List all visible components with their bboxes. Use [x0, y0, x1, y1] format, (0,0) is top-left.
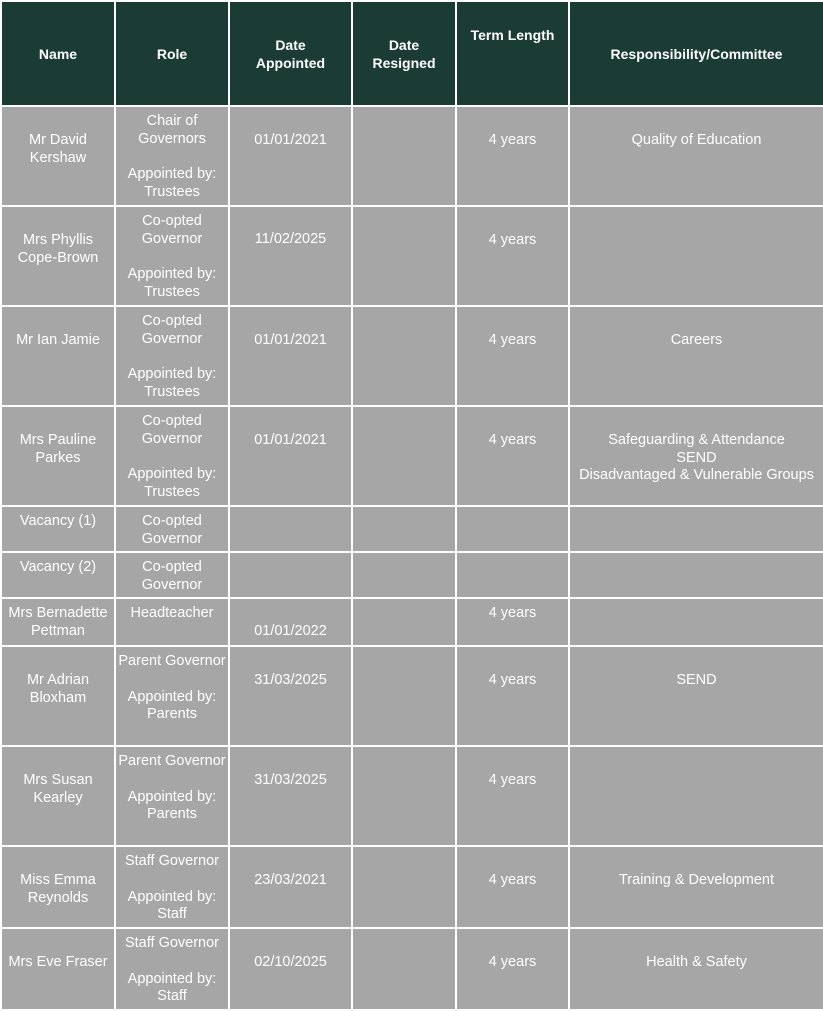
cell-term-length: 4 years	[457, 847, 568, 927]
cell-term-length: 4 years	[457, 207, 568, 305]
appointed-by: Appointed by: Parents	[127, 788, 217, 822]
cell-term-length: 4 years	[457, 407, 568, 505]
cell-role	[116, 553, 228, 597]
role-title: Chair of Governors	[138, 113, 206, 147]
cell-term-length: 4 years	[457, 599, 568, 645]
table-row	[2, 929, 823, 1009]
appointed-by: Appointed by: Trustees	[127, 166, 217, 200]
cell-name: Mrs Phyllis Cope-Brown	[2, 207, 114, 305]
header-term-length: Term Length	[457, 2, 568, 105]
role-title: Co-opted Governor	[141, 313, 203, 347]
cell-date-appointed: 01/01/2021	[230, 307, 351, 405]
header-responsibility: Responsibility/Committee	[570, 2, 823, 105]
role-title: Co-opted Governor	[141, 213, 203, 247]
cell-term-length	[457, 507, 568, 551]
table-row	[2, 847, 823, 927]
cell-date-resigned	[353, 553, 455, 597]
cell-term-length: 4 years	[457, 647, 568, 745]
responsibility-item: Safeguarding & Attendance	[608, 432, 785, 448]
header-name: Name	[2, 2, 114, 105]
header-date-resigned-label: Date Resigned	[372, 36, 436, 71]
cell-date-appointed: 31/03/2025	[230, 647, 351, 745]
role-title: Staff Governor	[124, 853, 220, 869]
cell-responsibility	[570, 599, 823, 645]
cell-date-appointed	[230, 507, 351, 551]
header-date-appointed	[230, 2, 351, 105]
cell-date-appointed: 23/03/2021	[230, 847, 351, 927]
table-header-row	[2, 2, 823, 105]
cell-date-resigned	[353, 847, 455, 927]
cell-name: Mrs Susan Kearley	[2, 747, 114, 845]
cell-responsibility	[570, 647, 823, 745]
appointed-by: Appointed by: Staff	[127, 970, 217, 1004]
cell-name: Vacancy (1)	[2, 507, 114, 551]
table-row	[2, 107, 823, 205]
cell-responsibility	[570, 207, 823, 305]
cell-date-resigned	[353, 407, 455, 505]
table-row	[2, 207, 823, 305]
cell-name: Mr Ian Jamie	[2, 307, 114, 405]
cell-date-appointed: 01/01/2022	[230, 599, 351, 645]
cell-role	[116, 599, 228, 645]
cell-name: Mrs Bernadette Pettman	[2, 599, 114, 645]
responsibility-item: SEND	[676, 672, 717, 688]
cell-term-length: 4 years	[457, 747, 568, 845]
appointed-by: Appointed by: Staff	[127, 888, 217, 922]
appointed-by: Appointed by: Parents	[127, 688, 217, 722]
cell-responsibility	[570, 847, 823, 927]
cell-date-appointed: 01/01/2021	[230, 407, 351, 505]
table-row	[2, 307, 823, 405]
cell-role	[116, 507, 228, 551]
table-row	[2, 407, 823, 505]
role-title: Staff Governor	[124, 935, 220, 951]
cell-role	[116, 747, 228, 845]
cell-responsibility	[570, 307, 823, 405]
cell-role	[116, 107, 228, 205]
appointed-by: Appointed by: Trustees	[127, 366, 217, 400]
cell-responsibility	[570, 407, 823, 505]
header-role: Role	[116, 2, 228, 105]
cell-name: Mrs Eve Fraser	[2, 929, 114, 1009]
role-title: Co-opted Governor	[141, 559, 203, 593]
cell-role	[116, 307, 228, 405]
cell-term-length: 4 years	[457, 107, 568, 205]
responsibility-item: SEND	[676, 449, 717, 466]
cell-name: Vacancy (2)	[2, 553, 114, 597]
cell-date-resigned	[353, 647, 455, 745]
cell-date-appointed: 11/02/2025	[230, 207, 351, 305]
role-title: Parent Governor	[118, 653, 226, 669]
header-date-resigned	[353, 2, 455, 105]
responsibility-item: Health & Safety	[646, 954, 747, 970]
cell-date-appointed: 01/01/2021	[230, 107, 351, 205]
appointed-by: Appointed by: Trustees	[127, 266, 217, 300]
cell-date-appointed	[230, 553, 351, 597]
cell-date-resigned	[353, 929, 455, 1009]
cell-role	[116, 207, 228, 305]
cell-date-resigned	[353, 307, 455, 405]
table-row	[2, 747, 823, 845]
cell-name: Miss Emma Reynolds	[2, 847, 114, 927]
cell-role	[116, 647, 228, 745]
cell-name: Mrs Pauline Parkes	[2, 407, 114, 505]
role-title: Co-opted Governor	[141, 513, 203, 547]
cell-date-resigned	[353, 107, 455, 205]
cell-date-resigned	[353, 207, 455, 305]
cell-date-appointed: 31/03/2025	[230, 747, 351, 845]
table-row	[2, 599, 823, 645]
appointed-by: Appointed by: Trustees	[127, 466, 217, 500]
cell-date-appointed: 02/10/2025	[230, 929, 351, 1009]
cell-date-resigned	[353, 599, 455, 645]
responsibility-item: Training & Development	[618, 872, 774, 888]
table-row	[2, 647, 823, 745]
cell-role	[116, 847, 228, 927]
cell-term-length	[457, 553, 568, 597]
cell-name: Mr David Kershaw	[2, 107, 114, 205]
cell-term-length: 4 years	[457, 307, 568, 405]
cell-role	[116, 407, 228, 505]
responsibility-item: Quality of Education	[631, 132, 762, 148]
cell-date-resigned	[353, 747, 455, 845]
role-title: Co-opted Governor	[141, 413, 203, 447]
cell-responsibility	[570, 507, 823, 551]
role-title: Parent Governor	[118, 753, 226, 769]
responsibility-item: Careers	[670, 332, 723, 348]
cell-responsibility	[570, 929, 823, 1009]
cell-responsibility	[570, 553, 823, 597]
responsibility-item: Disadvantaged & Vulnerable Groups	[579, 467, 814, 483]
cell-term-length: 4 years	[457, 929, 568, 1009]
table-row	[2, 507, 823, 551]
header-date-appointed-label: Date Appointed	[255, 36, 326, 71]
table-row	[2, 553, 823, 597]
cell-date-resigned	[353, 507, 455, 551]
cell-responsibility	[570, 107, 823, 205]
cell-role	[116, 929, 228, 1009]
cell-responsibility	[570, 747, 823, 845]
role-title: Headteacher	[130, 605, 214, 621]
cell-name: Mr Adrian Bloxham	[2, 647, 114, 745]
